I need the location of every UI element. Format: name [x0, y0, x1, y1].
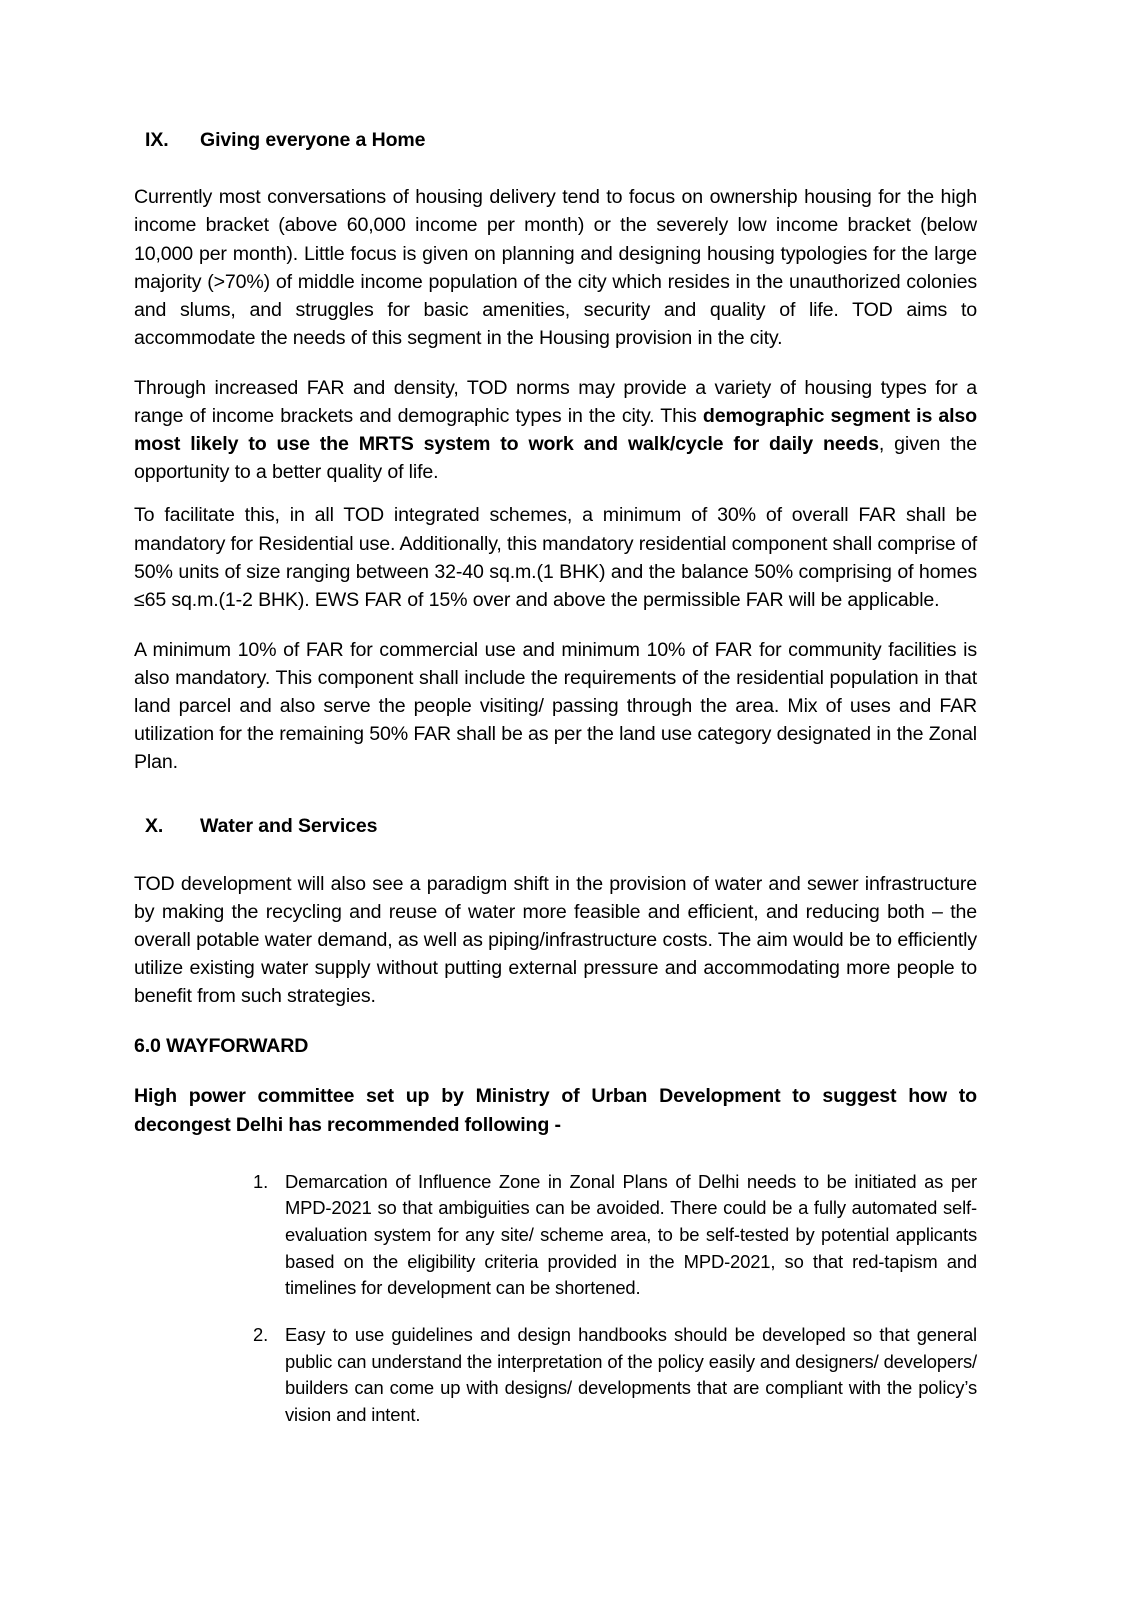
housing-paragraph-1: Currently most conversations of housing delivery tend to focus on ownership housing for the high income bracket (above 60,000 income per month) or the severely low income bracket (below 10,000 per month). Little focus is given on planning and designing housing typologies for the large majority (>70%) of middle income population of the city which resides in the unauthorized colonies and slums, and struggles for basic amenities, security and quality of life. TOD aims to accommodate the needs of this segment in the Housing provision in the city.	[134, 186, 977, 349]
housing-paragraph-3: To facilitate this, in all TOD integrated schemes, a minimum of 30% of overall FAR shall be mandatory for Residential use. Additionally, this mandatory residential component shall comprise of 50% units of size ranging between 32-40 sq.m.(1 BHK) and the balance 50% comprising of homes ≤65 sq.m.(1-2 BHK). EWS FAR of 15% over and above the permissible FAR will be applicable.	[134, 504, 977, 611]
list-item-marker: 2.	[253, 1324, 269, 1346]
spacer	[134, 776, 977, 814]
spacer	[134, 1010, 977, 1032]
spacer	[134, 614, 977, 636]
section-numeral-x: X.	[145, 815, 164, 838]
wayforward-heading: 6.0 WAYFORWARD	[134, 1035, 309, 1058]
spacer	[134, 153, 977, 183]
recommendations-list	[253, 1169, 977, 1429]
housing-paragraph-2-lead: Through increased FAR and density, TOD norms may provide a variety of housing types for a range of income brackets and demographic types in the city. This	[134, 377, 977, 428]
wayforward-intro: High power committee set up by Ministry of Urban Development to suggest how to decongest Delhi has recommended following -	[134, 1085, 977, 1136]
list-item-text: Easy to use guidelines and design handbooks should be developed so that general public can understand the interpretation of the policy easily and designers/ developers/ builders can come up with designs/ developments that are compliant with the policy’s vision and intent.	[285, 1324, 977, 1426]
spacer	[134, 486, 977, 501]
section-heading-giving-everyone-a-home	[134, 128, 977, 153]
section-title-x: Water and Services	[200, 815, 378, 838]
spacer	[134, 1139, 977, 1169]
housing-paragraph-2-emphasis: demographic segment is also most likely to use the MRTS system to work and walk/cycle for daily needs	[134, 405, 977, 456]
spacer	[134, 352, 977, 374]
spacer	[134, 840, 977, 870]
list-item	[253, 1169, 977, 1302]
section-numeral-ix: IX.	[145, 129, 169, 151]
housing-paragraph-4: A minimum 10% of FAR for commercial use and minimum 10% of FAR for community facilities is also mandatory. This component shall include the requirements of the residential population in that land parcel and also serve the people visiting/ passing through the area. Mix of uses and FAR utilization for the remaining 50% FAR shall be as per the land use category designated in the Zonal Plan.	[134, 638, 977, 774]
list-item-marker: 1.	[253, 1170, 269, 1192]
spacer	[134, 1060, 977, 1082]
section-title-ix: Giving everyone a Home	[200, 129, 426, 151]
section-heading-water-and-services	[134, 814, 977, 839]
water-paragraph-1: TOD development will also see a paradigm shift in the provision of water and sewer infrastructure by making the recycling and reuse of water more feasible and efficient, and reducing both – the overall potable water demand, as well as piping/infrastructure costs. The aim would be to efficiently utilize existing water supply without putting external pressure and accommodating more people to benefit from such strategies.	[134, 872, 977, 1008]
page-content	[134, 128, 977, 1429]
list-item-text: Demarcation of Influence Zone in Zonal Plans of Delhi needs to be initiated as per MPD-2021 so that ambiguities can be avoided. There could be a fully automated self-evaluation system for any site/ scheme area, to be self-tested by potential applicants based on the eligibility criteria provided in the MPD-2021, so that red-tapism and timelines for development can be shortened.	[285, 1170, 977, 1299]
housing-paragraph-2	[134, 374, 977, 486]
housing-paragraph-2-tail: , given the opportunity to a better quality of life.	[134, 433, 978, 484]
list-item	[253, 1322, 977, 1429]
